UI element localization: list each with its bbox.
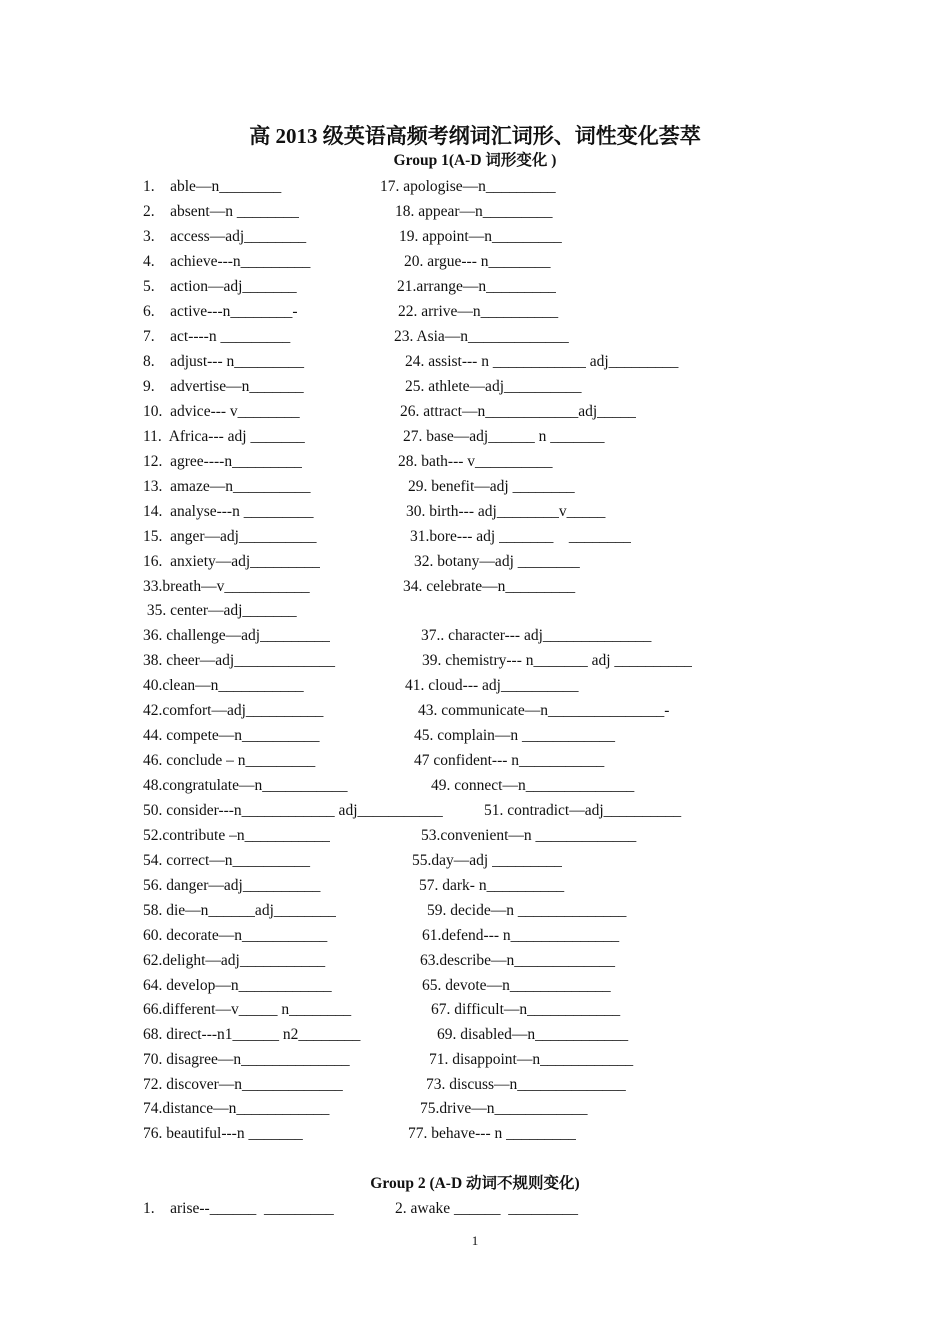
entry-59: 59. decide—n ______________: [427, 902, 627, 919]
entry-61: 61.defend--- n______________: [422, 927, 620, 944]
entry-76: 76. beautiful---n _______: [143, 1125, 303, 1142]
entry-1: 1. able—n________: [143, 178, 282, 195]
entry-27: 27. base—adj______ n _______: [403, 428, 605, 445]
entry-66: 66.different—v_____ n________: [143, 1001, 352, 1018]
entry-21: 21.arrange—n_________: [397, 278, 556, 295]
entry-16: 16. anxiety—adj_________: [143, 553, 320, 570]
page-title: 高 2013 级英语高频考纲词汇词形、词性变化荟萃: [249, 124, 701, 148]
entry-62: 62.delight—adj___________: [143, 952, 326, 969]
entry-57: 57. dark- n__________: [419, 877, 565, 894]
entry-39: 39. chemistry--- n_______ adj __________: [422, 652, 692, 669]
group1-heading: Group 1(A-D 词形变化 ): [393, 152, 557, 169]
entry-20: 20. argue--- n________: [404, 253, 551, 270]
entry-5: 5. action—adj_______: [143, 278, 297, 295]
entry-58: 58. die—n______adj________: [143, 902, 336, 919]
entry-64: 64. develop—n____________: [143, 977, 332, 994]
entry-28: 28. bath--- v__________: [398, 453, 553, 470]
entry-69: 69. disabled—n____________: [437, 1026, 629, 1043]
entry-68: 68. direct---n1______ n2________: [143, 1026, 361, 1043]
entry-13: 13. amaze—n__________: [143, 478, 311, 495]
entry-40: 40.clean—n___________: [143, 677, 304, 694]
entry-36: 36. challenge—adj_________: [143, 627, 330, 644]
entry-14: 14. analyse---n _________: [143, 503, 314, 520]
entry-47: 47 confident--- n___________: [414, 752, 605, 769]
entry-3: 3. access—adj________: [143, 228, 307, 245]
entry-17: 17. apologise—n_________: [380, 178, 556, 195]
entry-49: 49. connect—n______________: [431, 777, 635, 794]
entry-38: 38. cheer—adj_____________: [143, 652, 335, 669]
entry-77: 77. behave--- n _________: [408, 1125, 576, 1142]
entry-44: 44. compete—n__________: [143, 727, 320, 744]
entry-32: 32. botany—adj ________: [414, 553, 580, 570]
entry-56: 56. danger—adj__________: [143, 877, 321, 894]
entry-30: 30. birth--- adj________v_____: [406, 503, 606, 520]
entry-10: 10. advice--- v________: [143, 403, 300, 420]
entry-53: 53.convenient—n _____________: [421, 827, 637, 844]
entry-7: 7. act----n _________: [143, 328, 291, 345]
entry-9: 9. advertise—n_______: [143, 378, 304, 395]
entry-23: 23. Asia—n_____________: [394, 328, 569, 345]
entry-12: 12. agree----n_________: [143, 453, 302, 470]
entry-24: 24. assist--- n ____________ adj_________: [405, 353, 679, 370]
entry-55: 55.day—adj _________: [412, 852, 562, 869]
entry-63: 63.describe—n_____________: [420, 952, 616, 969]
entry-26: 26. attract—n____________adj_____: [400, 403, 636, 420]
entry-2: 2. absent—n ________: [143, 203, 299, 220]
entry-60: 60. decorate—n___________: [143, 927, 328, 944]
entry-18: 18. appear—n_________: [395, 203, 553, 220]
entry-15: 15. anger—adj__________: [143, 528, 317, 545]
entry-41: 41. cloud--- adj__________: [405, 677, 579, 694]
verb-entry-1: 1. arise--______ _________: [143, 1200, 334, 1217]
entry-51: 51. contradict—adj__________: [484, 802, 682, 819]
entry-54: 54. correct—n__________: [143, 852, 311, 869]
entry-6: 6. active---n________-: [143, 303, 298, 320]
entry-73: 73. discuss—n______________: [426, 1076, 626, 1093]
entry-4: 4. achieve---n_________: [143, 253, 311, 270]
entry-50: 50. consider---n____________ adj___________: [143, 802, 443, 819]
entry-19: 19. appoint—n_________: [399, 228, 562, 245]
entry-37: 37.. character--- adj______________: [421, 627, 652, 644]
entry-42: 42.comfort—adj__________: [143, 702, 324, 719]
entry-45: 45. complain—n ____________: [414, 727, 616, 744]
entry-70: 70. disagree—n______________: [143, 1051, 350, 1068]
entry-8: 8. adjust--- n_________: [143, 353, 305, 370]
group2-heading: Group 2 (A-D 动词不规则变化): [370, 1175, 580, 1192]
entry-71: 71. disappoint—n____________: [429, 1051, 634, 1068]
entry-29: 29. benefit—adj ________: [408, 478, 575, 495]
entry-67: 67. difficult—n____________: [431, 1001, 621, 1018]
entry-72: 72. discover—n_____________: [143, 1076, 343, 1093]
page-number: 1: [471, 1233, 479, 1248]
entry-43: 43. communicate—n_______________-: [418, 702, 670, 719]
entry-11: 11. Africa--- adj _______: [143, 428, 305, 445]
entry-31: 31.bore--- adj _______ ________: [410, 528, 631, 545]
verb-entry-2: 2. awake ______ _________: [395, 1200, 578, 1217]
entry-46: 46. conclude – n_________: [143, 752, 316, 769]
entry-52: 52.contribute –n___________: [143, 827, 330, 844]
entry-25: 25. athlete—adj__________: [405, 378, 582, 395]
entry-34: 34. celebrate—n_________: [403, 578, 576, 595]
entry-33: 33.breath—v___________: [143, 578, 310, 595]
entry-48: 48.congratulate—n___________: [143, 777, 348, 794]
entry-75: 75.drive—n____________: [420, 1100, 588, 1117]
entry-65: 65. devote—n_____________: [422, 977, 611, 994]
entry-74: 74.distance—n____________: [143, 1100, 330, 1117]
entry-22: 22. arrive—n__________: [398, 303, 559, 320]
entry-35: 35. center—adj_______: [143, 602, 297, 619]
